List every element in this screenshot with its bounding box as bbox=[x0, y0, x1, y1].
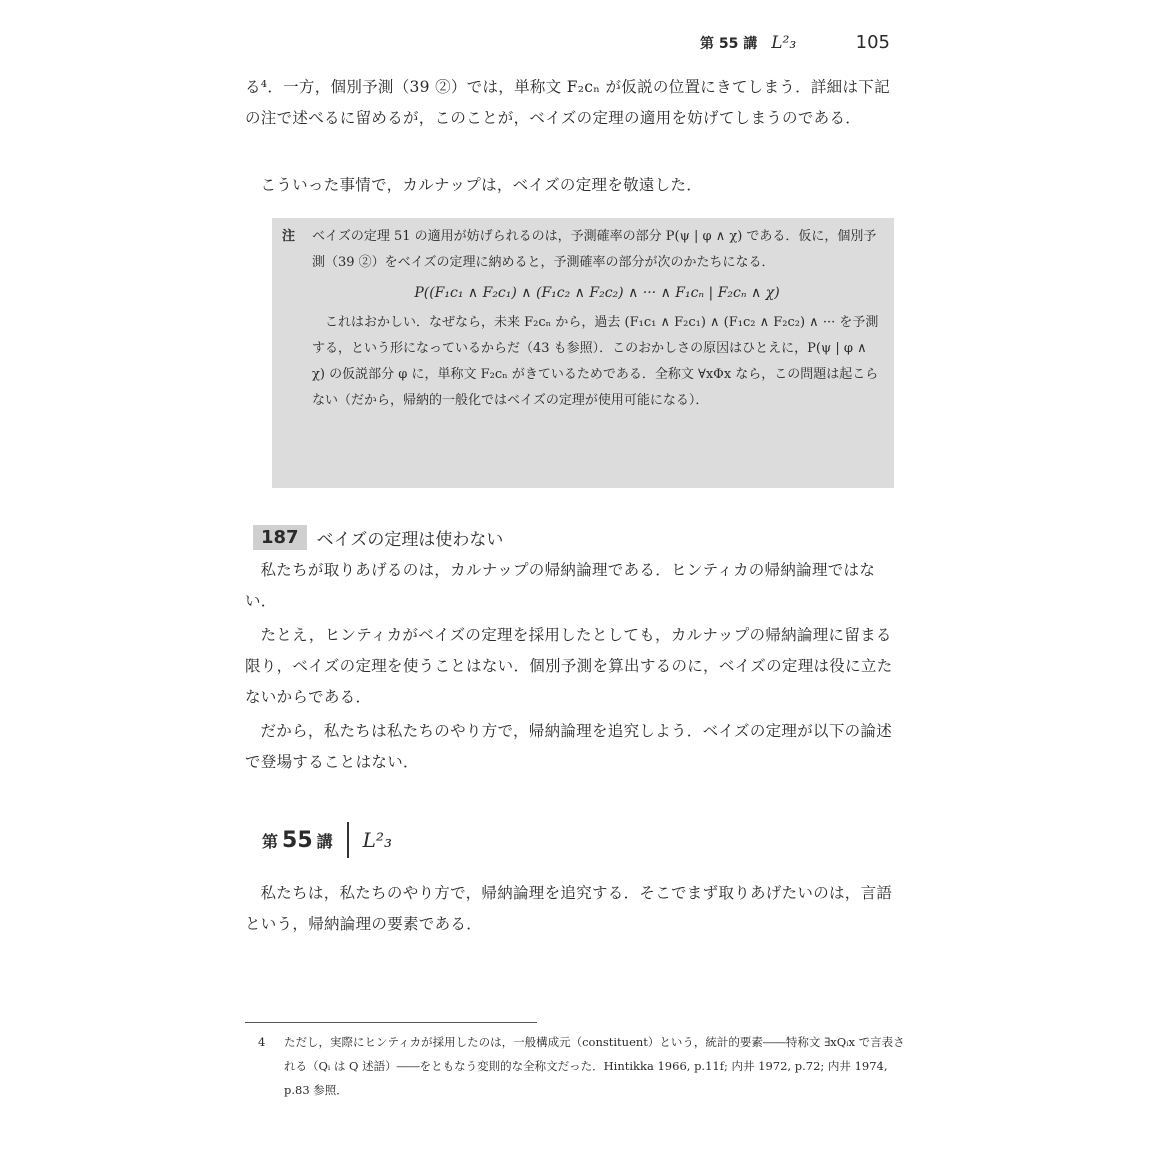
footnote-mark: 4 bbox=[258, 1035, 266, 1049]
footnote bbox=[258, 1030, 908, 1102]
footnote-text: ただし，実際にヒンティカが採用したのは，一般構成元（constituent）という，統計的要素――特称文 ∃xQᵢx で言表される（Qᵢ は Q 述語）――をともなう変則的な全称文だった．Hintikka 1966, p.11f; 内井 1972, p.72; 内井 1974, p.83 参照． bbox=[284, 1035, 905, 1097]
note-formula: P((F₁c₁ ∧ F₂c₁) ∧ (F₁c₂ ∧ F₂c₂) ∧ ··· ∧ F₁cₙ | F₂cₙ ∧ χ) bbox=[414, 285, 780, 301]
note-label: 注 bbox=[282, 229, 296, 244]
intro-paragraph-2: こういった事情で，カルナップは，ベイズの定理を敬遠した． bbox=[260, 176, 703, 194]
section-heading bbox=[253, 522, 503, 552]
chapter-number: 55 bbox=[282, 827, 313, 853]
section-number: 187 bbox=[253, 525, 307, 550]
footnote-rule bbox=[245, 1022, 537, 1023]
header-math: L²₃ bbox=[771, 33, 797, 53]
chapter-heading bbox=[262, 820, 392, 860]
section-title: ベイズの定理は使わない bbox=[316, 529, 504, 550]
chapter-prefix: 第 bbox=[262, 831, 279, 851]
section-paragraph-1: 私たちが取りあげるのは，カルナップの帰納論理である．ヒンティカの帰納論理ではない． bbox=[245, 561, 876, 610]
chapter-math: L²₃ bbox=[362, 828, 392, 852]
intro-paragraph: る⁴．一方，個別予測（39 ②）では，単称文 F₂cₙ が仮説の位置にきてしまう．詳細は下記の注で述べるに留めるが，このことが，ベイズの定理の適用を妨げてしまうのである． bbox=[245, 78, 890, 127]
page-number: 105 bbox=[855, 32, 890, 53]
note-body bbox=[312, 224, 882, 414]
note-text-1: ベイズの定理 51 の適用が妨げられるのは，予測確率の部分 P(ψ | φ ∧ χ) である．仮に，個別予測（39 ②）をベイズの定理に納めると，予測確率の部分が次のかたちになる． bbox=[312, 229, 877, 270]
running-header bbox=[700, 32, 890, 58]
chapter-divider bbox=[347, 822, 349, 858]
chapter-paragraph: 私たちは，私たちのやり方で，帰納論理を追究する．そこでまず取りあげたいのは，言語という，帰納論理の要素である． bbox=[245, 884, 893, 933]
section-paragraph-2: たとえ，ヒンティカがベイズの定理を採用したとしても，カルナップの帰納論理に留まる限り，ベイズの定理を使うことはない．個別予測を算出するのに，ベイズの定理は役に立たないからである． bbox=[245, 626, 893, 706]
note-box bbox=[272, 218, 894, 488]
section-paragraph-3: だから，私たちは私たちのやり方で，帰納論理を追究しよう．ベイズの定理が以下の論述で登場することはない． bbox=[245, 722, 893, 771]
note-text-2: これはおかしい．なぜなら，未来 F₂cₙ から，過去 (F₁c₁ ∧ F₂c₁) ∧ (F₁c₂ ∧ F₂c₂) ∧ ··· を予測する，という形になっているからだ（43 も参照）．このおかしさの原因はひとえに，P(ψ | φ ∧ χ) の仮説部分 φ に，単称文 F₂cₙ がきているためである．全称文 ∀xΦx なら，この問題は起こらない（だから，帰納的一般化ではベイズの定理が使用可能になる）． bbox=[312, 315, 879, 408]
header-lecture: 第 55 講 bbox=[700, 36, 758, 52]
chapter-suffix: 講 bbox=[316, 831, 333, 851]
